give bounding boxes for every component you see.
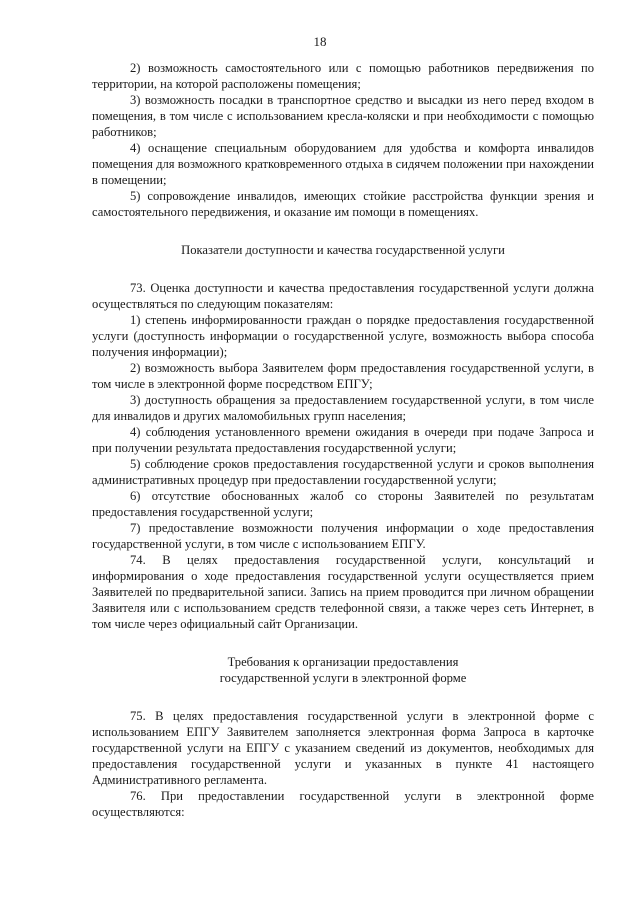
section-heading-accessibility: Показатели доступности и качества государственной услуги	[181, 243, 505, 257]
paragraph-75: 75. В целях предоставления государственной услуги в электронной форме с использованием ЕПГУ Заявителем заполняется электронная форма Запроса в карточке государственной услуги на ЕПГУ с указанием сведений из документов, необходимых для предоставления государственной услуги и указанных в пункте 41 настоящего Административного регламента.	[92, 709, 594, 787]
paragraph-73: 73. Оценка доступности и качества предоставления государственной услуги должна осуществляться по следующим показателям:	[92, 281, 594, 311]
paragraph-item-4: 4) оснащение специальным оборудованием для удобства и комфорта инвалидов помещения для возможного кратковременного отдыха в сидячем положении при нахождении в помещении;	[92, 141, 594, 187]
paragraph-73-item-4: 4) соблюдения установленного времени ожидания в очереди при подаче Запроса и при получении результата предоставления государственной услуги;	[92, 425, 594, 455]
paragraph-73-item-5: 5) соблюдение сроков предоставления государственной услуги и сроков выполнения административных процедур при предоставлении государственной услуги;	[92, 457, 594, 487]
paragraph-item-5: 5) сопровождение инвалидов, имеющих стойкие расстройства функции зрения и самостоятельного передвижения, и оказание им помощи в помещениях.	[92, 189, 594, 219]
paragraph-73-item-2: 2) возможность выбора Заявителем форм предоставления государственной услуги, в том числе в электронной форме посредством ЕПГУ;	[92, 361, 594, 391]
document-body	[92, 60, 594, 820]
paragraph-74: 74. В целях предоставления государственной услуги, консультаций и информирования о ходе предоставления государственной услуги осуществляется прием Заявителей по предварительной записи. Запись на прием проводится при личном обращении Заявителя или с использованием средств телефонной связи, а также через сеть Интернет, в том числе через официальный сайт Организации.	[92, 553, 594, 631]
paragraph-item-2: 2) возможность самостоятельного или с помощью работников передвижения по территории, на которой расположены помещения;	[92, 61, 594, 91]
section-heading-electronic-line-1: Требования к организации предоставления	[227, 655, 459, 669]
paragraph-item-3: 3) возможность посадки в транспортное средство и высадки из него перед входом в помещения, в том числе с использованием кресла-коляски и при необходимости с помощью работников;	[92, 93, 594, 139]
paragraph-73-item-6: 6) отсутствие обоснованных жалоб со стороны Заявителей по результатам предоставления государственной услуги;	[92, 489, 594, 519]
paragraph-76: 76. При предоставлении государственной услуги в электронной форме осуществляются:	[92, 789, 594, 819]
paragraph-73-item-3: 3) доступность обращения за предоставлением государственной услуги, в том числе для инвалидов и других маломобильных групп населения;	[92, 393, 594, 423]
paragraph-73-item-1: 1) степень информированности граждан о порядке предоставления государственной услуги (доступность информации о государственной услуге, возможность выбора способа получения информации);	[92, 313, 594, 359]
section-heading-electronic-line-2: государственной услуги в электронной форме	[219, 671, 467, 685]
page-number: 18	[313, 34, 327, 49]
paragraph-73-item-7: 7) предоставление возможности получения информации о ходе предоставления государственной услуги, в том числе с использованием ЕПГУ.	[92, 521, 594, 551]
